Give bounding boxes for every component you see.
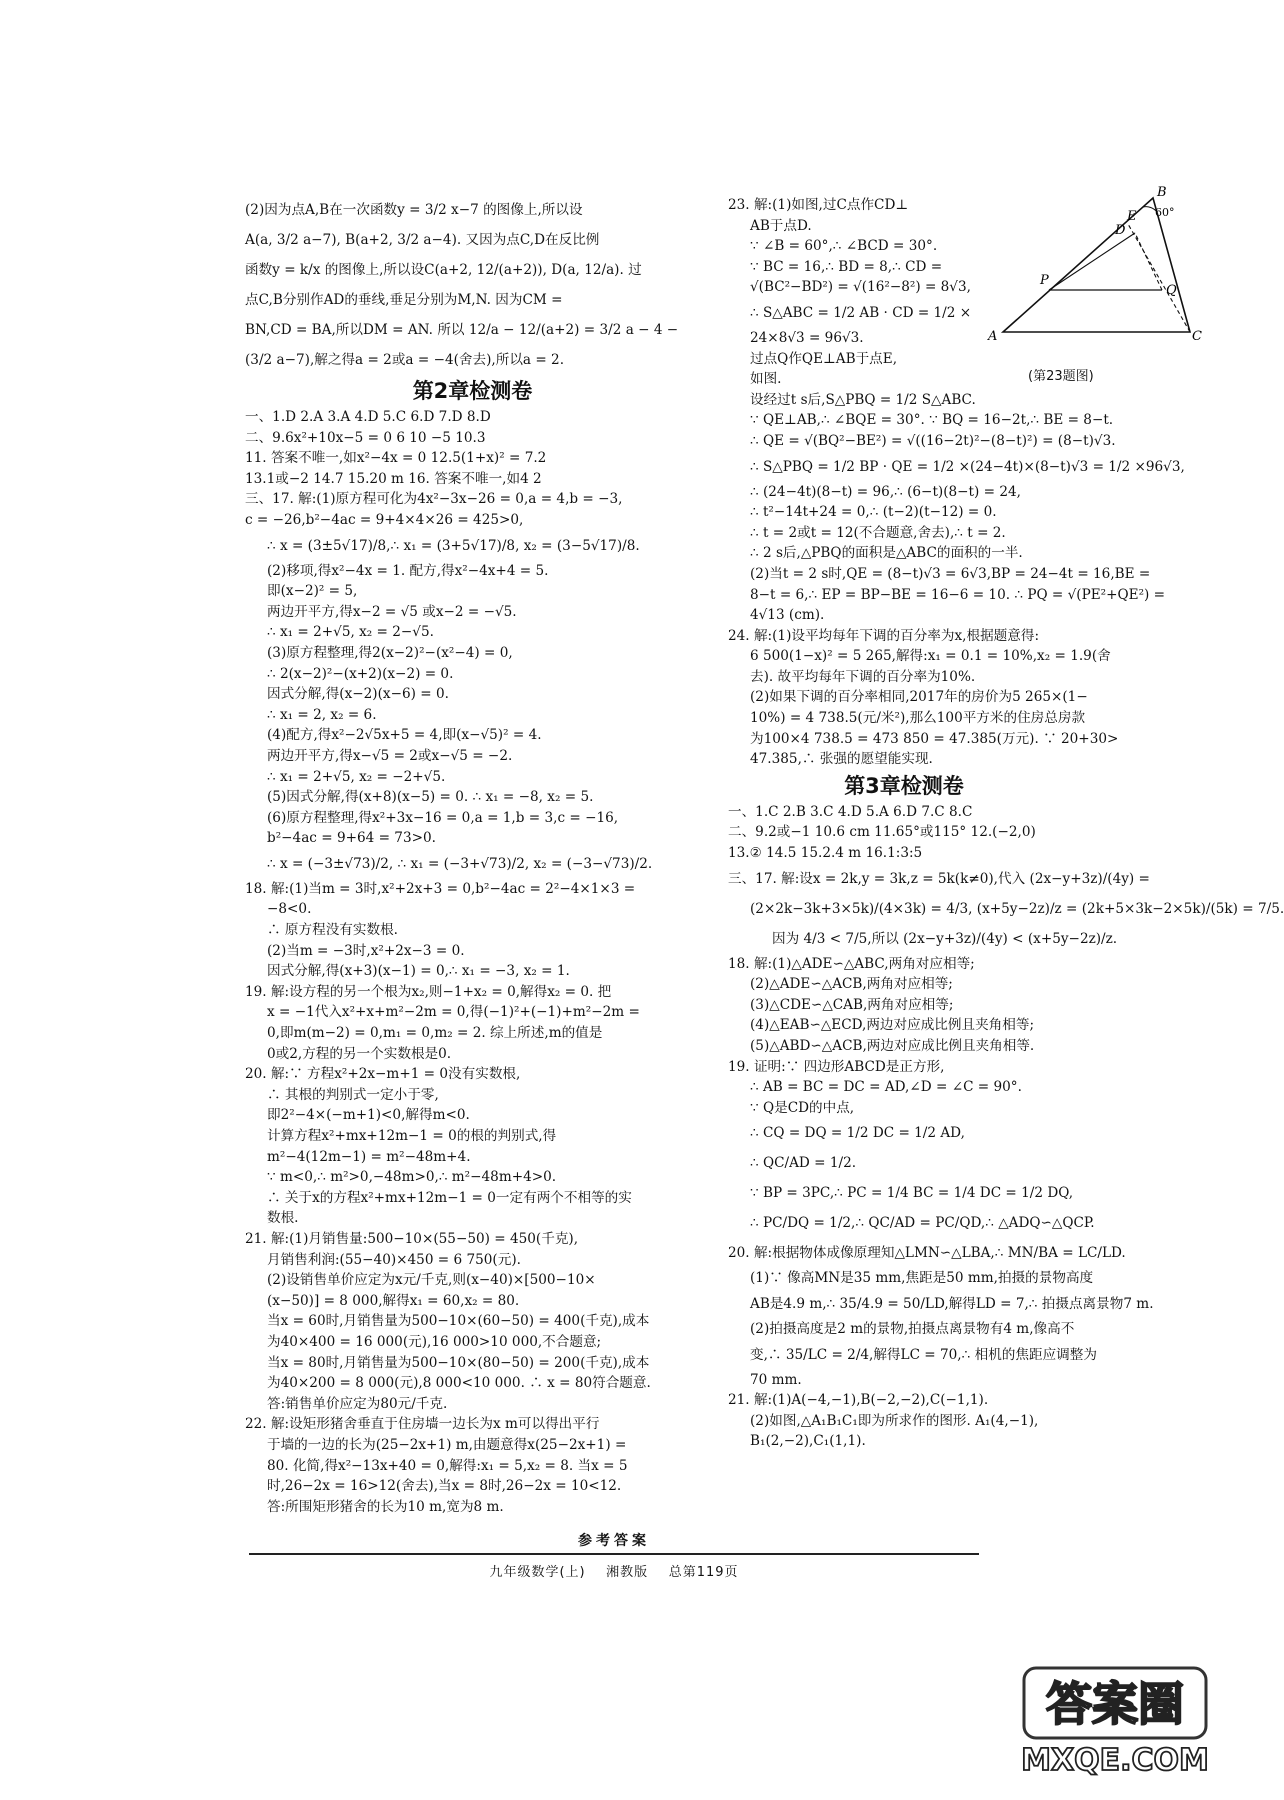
text-line: 20. 解:∵ 方程x²+2x−m+1 = 0没有实数根,: [245, 1066, 521, 1083]
text-line: ∴ x₁ = 2+√5, x₂ = 2−√5.: [267, 624, 434, 641]
text-line: (4)△EAB∽△ECD,两边对应成比例且夹角相等;: [750, 1017, 1035, 1034]
text-line: (3)原方程整理,得2(x−2)²−(x²−4) = 0,: [267, 644, 513, 661]
text-line: (6)原方程整理,得x²+3x−16 = 0,a = 1,b = 3,c = −16,: [267, 809, 619, 826]
text-line: (2)△ADE∽△ACB,两角对应相等;: [750, 976, 953, 993]
text-line: 22. 解:设矩形猪舍垂直于住房墙一边长为x m可以得出平行: [245, 1416, 600, 1433]
text-line: (1)∵ 像高MN是35 mm,焦距是50 mm,拍摄的景物高度: [750, 1270, 1094, 1287]
text-line: 80. 化简,得x²−13x+40 = 0,解得:x₁ = 5,x₂ = 8. 当x = 5: [267, 1457, 628, 1474]
text-line: ∵ ∠B = 60°,∴ ∠BCD = 30°.: [750, 238, 938, 255]
text-line: ∴ 原方程没有实数根.: [267, 922, 398, 939]
fig-label-a: A: [988, 329, 998, 344]
text-line: ∵ BC = 16,∴ BD = 8,∴ CD =: [750, 258, 943, 275]
text-line: 点C,B分别作AD的垂线,垂足分别为M,N. 因为CM =: [245, 292, 563, 308]
text-line: (4)配方,得x²−2√5x+5 = 4,即(x−√5)² = 4.: [267, 727, 542, 744]
watermark-logo: [1020, 1662, 1210, 1782]
text-line: ∴ (24−4t)(8−t) = 96,∴ (6−t)(8−t) = 24,: [750, 483, 1021, 500]
text-line: ∴ 2 s后,△PBQ的面积是△ABC的面积的一半.: [750, 545, 1023, 562]
fig-label-b: B: [1157, 185, 1167, 200]
text-line: (2)如图,△A₁B₁C₁即为所求作的图形. A₁(4,−1),: [750, 1412, 1039, 1429]
text-line: 数根.: [267, 1210, 299, 1227]
text-line: 答:销售单价应定为80元/千克.: [267, 1395, 448, 1412]
text-line: (x−50)] = 8 000,解得x₁ = 60,x₂ = 80.: [267, 1292, 520, 1309]
text-line: ∵ QE⊥AB,∴ ∠BQE = 30°. ∵ BQ = 16−2t,∴ BE = 8−t.: [750, 412, 1114, 429]
text-line: 4√13 (cm).: [750, 607, 825, 624]
text-line: 如图.: [750, 371, 782, 388]
fig-label-angle: 60°: [1155, 206, 1175, 219]
text-line: 月销售利润:(55−40)×450 = 6 750(元).: [267, 1251, 521, 1268]
text-line: 20. 解:根据物体成像原理知△LMN∽△LBA,∴ MN/BA = LC/LD.: [728, 1245, 1126, 1262]
text-line: ∴ x = (−3±√73)/2, ∴ x₁ = (−3+√73)/2, x₂ = (−3−√73)/2.: [267, 855, 653, 872]
text-line: 10%) = 4 738.5(元/米²),那么100平方米的住房总房款: [750, 710, 1086, 727]
text-line: 函数y = k/x 的图像上,所以设C(a+2, 12/(a+2)), D(a, 12/a). 过: [245, 262, 642, 278]
text-line: (2)设销售单价应定为x元/千克,则(x−40)×[500−10×: [267, 1272, 596, 1289]
fig-label-d: D: [1115, 223, 1126, 238]
text-line: 19. 证明:∵ 四边形ABCD是正方形,: [728, 1058, 945, 1075]
text-line: 即2²−4×(−m+1)<0,解得m<0.: [267, 1107, 470, 1124]
triangle-figure: [985, 185, 1205, 365]
text-line: ∴ 其根的判别式一定小于零,: [267, 1086, 439, 1103]
text-line: ∴ PC/DQ = 1/2,∴ QC/AD = PC/QD,∴ △ADQ∽△QCP.: [750, 1215, 1095, 1232]
text-line: 于墙的一边的长为(25−2x+1) m,由题意得x(25−2x+1) =: [267, 1436, 627, 1453]
text-line: ∵ Q是CD的中点,: [750, 1099, 855, 1116]
text-line: 一、1.D 2.A 3.A 4.D 5.C 6.D 7.D 8.D: [245, 409, 491, 425]
text-line: √(BC²−BD²) = √(16²−8²) = 8√3,: [750, 279, 971, 296]
text-line: 设经过t s后,S△PBQ = 1/2 S△ABC.: [750, 391, 976, 408]
text-line: 0,即m(m−2) = 0,m₁ = 0,m₂ = 2. 综上所述,m的值是: [267, 1025, 603, 1042]
text-line: 因式分解,得(x−2)(x−6) = 0.: [267, 686, 449, 703]
section-heading: 第2章检测卷: [412, 379, 533, 403]
footer-edition: 湘教版: [606, 1565, 649, 1580]
text-line: B₁(2,−2),C₁(1,1).: [750, 1433, 866, 1450]
text-line: AB于点D.: [750, 217, 812, 234]
text-line: ∴ x₁ = 2+√5, x₂ = −2+√5.: [267, 768, 446, 785]
text-line: 13.1或−2 14.7 15.20 m 16. 答案不唯一,如4 2: [245, 470, 542, 487]
text-line: ∴ t = 2或t = 12(不合题意,舍去),∴ t = 2.: [750, 524, 1006, 541]
text-line: 二、9.6x²+10x−5 = 0 6 10 −5 10.3: [245, 429, 486, 446]
text-line: 23. 解:(1)如图,过C点作CD⊥: [728, 197, 909, 213]
text-line: 为100×4 738.5 = 473 850 = 47.385(万元). ∵ 20+30>: [750, 730, 1119, 747]
text-line: 13.② 14.5 15.2.4 m 16.1:3:5: [728, 845, 923, 862]
text-line: 6 500(1−x)² = 5 265,解得:x₁ = 0.1 = 10%,x₂ = 1.9(舍: [750, 648, 1111, 665]
text-line: ∴ x = (3±5√17)/8,∴ x₁ = (3+5√17)/8, x₂ = (3−5√17)/8.: [267, 537, 640, 554]
fig-label-c: C: [1192, 329, 1202, 344]
footer-divider: [249, 1553, 979, 1555]
text-line: c = −26,b²−4ac = 9+4×4×26 = 425>0,: [245, 511, 524, 528]
text-line: 18. 解:(1)当m = 3时,x²+2x+3 = 0,b²−4ac = 2²−4×1×3 =: [245, 880, 636, 897]
footer-page: 总第119页: [668, 1565, 739, 1580]
text-line: ∴ t²−14t+24 = 0,∴ (t−2)(t−12) = 0.: [750, 504, 997, 521]
text-line: BN,CD = BA,所以DM = AN. 所以 12/a − 12/(a+2) = 3/2 a − 4 −: [245, 322, 679, 338]
text-line: ∴ S△PBQ = 1/2 BP · QE = 1/2 ×(24−4t)×(8−t)√3 = 1/2 ×96√3,: [750, 458, 1185, 475]
text-line: x = −1代入x²+x+m²−2m = 0,得(−1)²+(−1)+m²−2m =: [267, 1004, 640, 1021]
figure-caption: (第23题图): [1028, 369, 1094, 384]
text-line: A(a, 3/2 a−7), B(a+2, 3/2 a−4). 又因为点C,D在反比例: [245, 232, 600, 248]
text-line: 8−t = 6,∴ EP = BP−BE = 16−6 = 10. ∴ PQ = √(PE²+QE²) =: [750, 586, 1166, 603]
text-line: ∴ QC/AD = 1/2.: [750, 1155, 857, 1172]
text-line: (2)如果下调的百分率相同,2017年的房价为5 265×(1−: [750, 689, 1088, 706]
text-line: 去). 故平均每年下调的百分率为10%.: [750, 668, 976, 685]
text-line: ∴ x₁ = 2, x₂ = 6.: [267, 706, 377, 723]
text-line: ∴ QE = √(BQ²−BE²) = √((16−2t)²−(8−t)²) = (8−t)√3.: [750, 432, 1116, 449]
text-line: 过点Q作QE⊥AB于点E,: [750, 350, 898, 367]
text-line: 三、17. 解:(1)原方程可化为4x²−3x−26 = 0,a = 4,b = −3,: [245, 491, 623, 508]
text-line: 二、9.2或−1 10.6 cm 11.65°或115° 12.(−2,0): [728, 824, 1036, 841]
text-line: 19. 解:设方程的另一个根为x₂,则−1+x₂ = 0,解得x₂ = 0. 把: [245, 983, 612, 1000]
text-line: 当x = 60时,月销售量为500−10×(60−50) = 400(千克),成本: [267, 1313, 650, 1330]
text-line: ∴ 2(x−2)²−(x+2)(x−2) = 0.: [267, 665, 454, 682]
text-line: 0或2,方程的另一个实数根是0.: [267, 1045, 452, 1062]
fig-label-q: Q: [1166, 283, 1177, 298]
text-line: (2)因为点A,B在一次函数y = 3/2 x−7 的图像上,所以设: [245, 202, 583, 218]
footer-info: [0, 1561, 1228, 1580]
text-line: m²−4(12m−1) = m²−48m+4.: [267, 1148, 471, 1165]
text-line: 为40×400 = 16 000(元),16 000>10 000,不合题意;: [267, 1333, 602, 1350]
text-line: (2)拍摄高度是2 m的景物,拍摄点离景物有4 m,像高不: [750, 1320, 1075, 1337]
left-column: [245, 195, 700, 1517]
text-line: ∴ AB = BC = DC = AD,∠D = ∠C = 90°.: [750, 1079, 1022, 1096]
text-line: 21. 解:(1)A(−4,−1),B(−2,−2),C(−1,1).: [728, 1392, 989, 1409]
text-line: ∴ S△ABC = 1/2 AB · CD = 1/2 ×: [750, 304, 972, 321]
text-line: 变,∴ 35/LC = 2/4,解得LC = 70,∴ 相机的焦距应调整为: [750, 1346, 1097, 1363]
text-line: AB是4.9 m,∴ 35/4.9 = 50/LD,解得LD = 7,∴ 拍摄点离景物7 m.: [750, 1295, 1154, 1312]
text-line: (2)移项,得x²−4x = 1. 配方,得x²−4x+4 = 5.: [267, 562, 549, 579]
text-line: ∴ CQ = DQ = 1/2 DC = 1/2 AD,: [750, 1125, 965, 1142]
text-line: 三、17. 解:设x = 2k,y = 3k,z = 5k(k≠0),代入 (2x−y+3z)/(4y) =: [728, 870, 1150, 887]
text-line: 18. 解:(1)△ADE∽△ABC,两角对应相等;: [728, 955, 975, 972]
text-line: 一、1.C 2.B 3.C 4.D 5.A 6.D 7.C 8.C: [728, 803, 973, 820]
text-line: 11. 答案不唯一,如x²−4x = 0 12.5(1+x)² = 7.2: [245, 450, 547, 467]
text-line: 两边开平方,得x−√5 = 2或x−√5 = −2.: [267, 747, 513, 764]
fig-label-e: E: [1127, 209, 1137, 224]
page-footer: [0, 1530, 1228, 1580]
text-line: 21. 解:(1)月销售量:500−10×(55−50) = 450(千克),: [245, 1230, 579, 1247]
text-line: 计算方程x²+mx+12m−1 = 0的根的判别式,得: [267, 1128, 557, 1144]
footer-grade: 九年级数学(上): [489, 1565, 586, 1580]
text-line: (3/2 a−7),解之得a = 2或a = −4(舍去),所以a = 2.: [245, 352, 565, 368]
text-line: (2)当m = −3时,x²+2x−3 = 0.: [267, 942, 465, 959]
text-line: 24. 解:(1)设平均每年下调的百分率为x,根据题意得:: [728, 627, 1040, 644]
text-line: 为40×200 = 8 000(元),8 000<10 000. ∴ x = 80符合题意.: [267, 1375, 651, 1392]
text-line: 47.385,∴ 张强的愿望能实现.: [750, 751, 933, 768]
text-line: ∵ m<0,∴ m²>0,−48m>0,∴ m²−48m+4>0.: [267, 1169, 557, 1186]
text-line: 因为 4/3 < 7/5,所以 (2x−y+3z)/(4y) < (x+5y−2z)/z.: [772, 930, 1118, 947]
text-line: (2)当t = 2 s时,QE = (8−t)√3 = 6√3,BP = 24−4t = 16,BE =: [750, 565, 1151, 582]
text-line: ∴ 关于x的方程x²+mx+12m−1 = 0一定有两个不相等的实: [267, 1189, 632, 1206]
text-line: 24×8√3 = 96√3.: [750, 329, 864, 346]
fig-label-p: P: [1040, 273, 1049, 288]
text-line: (5)△ABD∽△ACB,两边对应成比例且夹角相等.: [750, 1038, 1035, 1054]
watermark-site: MXQE.COM: [1021, 1743, 1209, 1778]
text-line: −8<0.: [267, 901, 312, 918]
text-line: (2×2k−3k+3×5k)/(4×3k) = 4/3, (x+5y−2z)/z = (2k+5×3k−2×5k)/(5k) = 7/5.: [750, 900, 1284, 917]
text-line: b²−4ac = 9+64 = 73>0.: [267, 830, 436, 847]
text-line: 70 mm.: [750, 1371, 802, 1388]
text-line: 时,26−2x = 16>12(舍去),当x = 8时,26−2x = 10<12.: [267, 1478, 622, 1495]
text-line: 即(x−2)² = 5,: [267, 583, 358, 600]
text-line: ∵ BP = 3PC,∴ PC = 1/4 BC = 1/4 DC = 1/2 DQ,: [750, 1185, 1074, 1202]
text-line: (5)因式分解,得(x+8)(x−5) = 0. ∴ x₁ = −8, x₂ = 5.: [267, 789, 594, 806]
footer-title: 参考答案: [578, 1533, 650, 1549]
text-line: 答:所围矩形猪舍的长为10 m,宽为8 m.: [267, 1498, 504, 1515]
section-heading: 第3章检测卷: [844, 773, 964, 798]
text-line: 两边开平方,得x−2 = √5 或x−2 = −√5.: [267, 603, 517, 620]
text-line: (3)△CDE∽△CAB,两角对应相等;: [750, 996, 954, 1013]
text-line: 因式分解,得(x+3)(x−1) = 0,∴ x₁ = −3, x₂ = 1.: [267, 963, 570, 980]
watermark-text: 答案圈: [1046, 1677, 1184, 1731]
text-line: 当x = 80时,月销售量为500−10×(80−50) = 200(千克),成本: [267, 1354, 650, 1371]
